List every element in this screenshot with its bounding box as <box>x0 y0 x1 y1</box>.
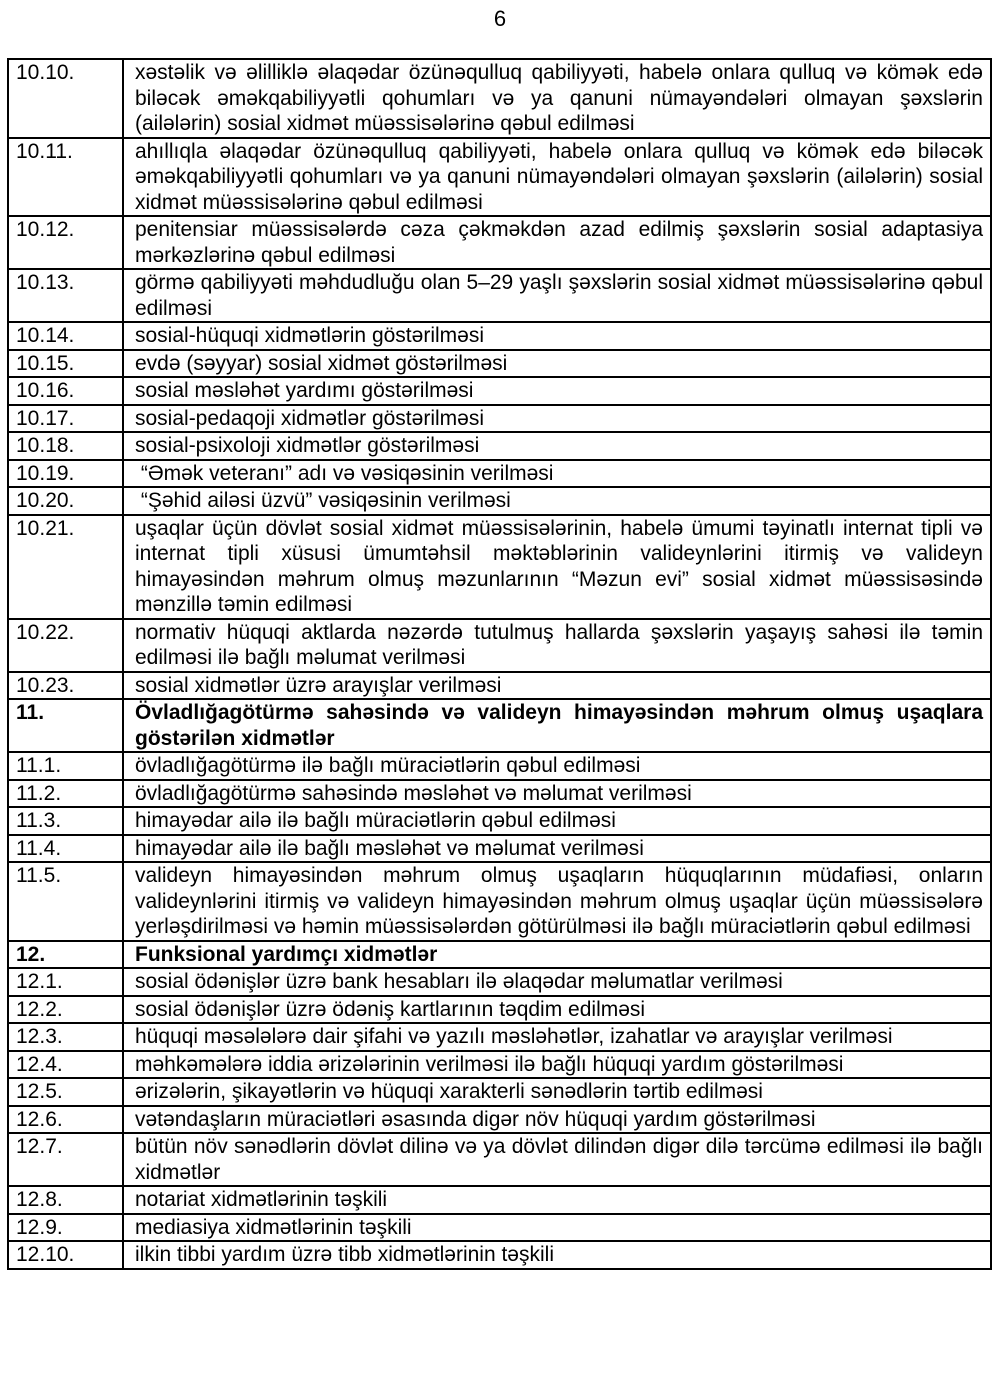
row-text: sosial ödənişlər üzrə ödəniş kartlarının təqdim edilməsi <box>123 996 991 1024</box>
table-row <box>8 487 991 515</box>
row-text: sosial ödənişlər üzrə bank hesabları ilə əlaqədar məlumatlar verilməsi <box>123 968 991 996</box>
table-row <box>8 1186 991 1214</box>
row-text: ilkin tibbi yardım üzrə tibb xidmətlərinin təşkili <box>123 1241 991 1269</box>
table-row <box>8 699 991 752</box>
table-row <box>8 1214 991 1242</box>
table-row <box>8 996 991 1024</box>
row-text: mediasiya xidmətlərinin təşkili <box>123 1214 991 1242</box>
row-text: sosial-pedaqoji xidmətlər göstərilməsi <box>123 405 991 433</box>
row-text: sosial-psixoloji xidmətlər göstərilməsi <box>123 432 991 460</box>
row-text: valideyn himayəsindən məhrum olmuş uşaqların hüquqlarının müdafiəsi, onların valideynlərini itirmiş və valideyn himayəsindən məhrum olmuş uşaqlar üçün müəssisələrə yerləşdirilməsi və həmin müəssisələrdən götürülməsi ilə bağlı müraciətlərin qəbul edilməsi <box>123 862 991 941</box>
row-text: vətəndaşların müraciətləri əsasında digər növ hüquqi yardım göstərilməsi <box>123 1106 991 1134</box>
row-number: 11.4. <box>8 835 123 863</box>
row-number: 12.10. <box>8 1241 123 1269</box>
row-number: 12.3. <box>8 1023 123 1051</box>
row-number: 10.12. <box>8 216 123 269</box>
page-number: 6 <box>493 6 507 31</box>
table-row <box>8 322 991 350</box>
row-number: 10.17. <box>8 405 123 433</box>
row-number: 12.6. <box>8 1106 123 1134</box>
table-row <box>8 432 991 460</box>
row-number: 12.2. <box>8 996 123 1024</box>
row-number: 12.5. <box>8 1078 123 1106</box>
table-row <box>8 1023 991 1051</box>
row-number: 10.20. <box>8 487 123 515</box>
table-row <box>8 835 991 863</box>
row-text: normativ hüquqi aktlarda nəzərdə tutulmuş hallarda şəxslərin yaşayış sahəsi ilə təmin edilməsi ilə bağlı məlumat verilməsi <box>123 619 991 672</box>
row-number: 11.2. <box>8 780 123 808</box>
row-text: evdə (səyyar) sosial xidmət göstərilməsi <box>123 350 991 378</box>
table-row <box>8 807 991 835</box>
row-text: bütün növ sənədlərin dövlət dilinə və ya dövlət dilindən digər dilə tərcümə edilməsi ilə bağlı xidmətlər <box>123 1133 991 1186</box>
table-row <box>8 350 991 378</box>
row-number: 11.5. <box>8 862 123 941</box>
row-number: 10.21. <box>8 515 123 619</box>
row-number: 10.16. <box>8 377 123 405</box>
row-number: 10.19. <box>8 460 123 488</box>
table-row <box>8 377 991 405</box>
table-row <box>8 515 991 619</box>
table-row <box>8 672 991 700</box>
row-text: övladlığagötürmə sahəsində məsləhət və məlumat verilməsi <box>123 780 991 808</box>
row-number: 12.1. <box>8 968 123 996</box>
table-row <box>8 216 991 269</box>
row-text: Funksional yardımçı xidmətlər <box>123 941 991 969</box>
row-text: ahıllıqla əlaqədar özünəqulluq qabiliyyəti, habelə onlara qulluq və kömək edə biləcək əməkqabiliyyətli qohumları və ya qanuni nümayəndələri olmayan şəxslərin (ailələrin) sosial xidmət müəssisələrinə qəbul edilməsi <box>123 138 991 217</box>
row-text: himayədar ailə ilə bağlı məsləhət və məlumat verilməsi <box>123 835 991 863</box>
row-number: 12.4. <box>8 1051 123 1079</box>
row-number: 10.18. <box>8 432 123 460</box>
row-text: hüquqi məsələlərə dair şifahi və yazılı məsləhətlər, izahatlar və arayışlar verilməsi <box>123 1023 991 1051</box>
row-text: ərizələrin, şikayətlərin və hüquqi xarakterli sənədlərin tərtib edilməsi <box>123 1078 991 1106</box>
table-row <box>8 968 991 996</box>
table-row <box>8 269 991 322</box>
table-row <box>8 1133 991 1186</box>
row-text: himayədar ailə ilə bağlı müraciətlərin qəbul edilməsi <box>123 807 991 835</box>
table-row <box>8 619 991 672</box>
services-table <box>7 58 992 1270</box>
table-row <box>8 59 991 138</box>
row-text: Övladlığagötürmə sahəsində və valideyn himayəsindən məhrum olmuş uşaqlara göstərilən xidmətlər <box>123 699 991 752</box>
table-row <box>8 1241 991 1269</box>
row-text: övladlığagötürmə ilə bağlı müraciətlərin qəbul edilməsi <box>123 752 991 780</box>
row-text: sosial-hüquqi xidmətlərin göstərilməsi <box>123 322 991 350</box>
table-row <box>8 405 991 433</box>
row-text: xəstəlik və əlilliklə əlaqədar özünəqulluq qabiliyyəti, habelə onlara qulluq və kömək edə biləcək əməkqabiliyyətli qohumları və ya qanuni nümayəndələri olmayan şəxslərin (ailələrin) sosial xidmət müəssisələrinə qəbul edilməsi <box>123 59 991 138</box>
row-text: sosial məsləhət yardımı göstərilməsi <box>123 377 991 405</box>
row-number: 10.23. <box>8 672 123 700</box>
row-text: sosial xidmətlər üzrə arayışlar verilməsi <box>123 672 991 700</box>
table-body <box>8 59 991 1269</box>
table-row <box>8 862 991 941</box>
row-number: 10.11. <box>8 138 123 217</box>
row-number: 10.13. <box>8 269 123 322</box>
table-row <box>8 460 991 488</box>
row-number: 11. <box>8 699 123 752</box>
table-row <box>8 941 991 969</box>
row-number: 10.15. <box>8 350 123 378</box>
row-text: penitensiar müəssisələrdə cəza çəkməkdən azad edilmiş şəxslərin sosial adaptasiya mərkəzlərinə qəbul edilməsi <box>123 216 991 269</box>
row-number: 10.10. <box>8 59 123 138</box>
row-number: 12.7. <box>8 1133 123 1186</box>
row-number: 12.9. <box>8 1214 123 1242</box>
row-text: görmə qabiliyyəti məhdudluğu olan 5–29 yaşlı şəxslərin sosial xidmət müəssisələrinə qəbul edilməsi <box>123 269 991 322</box>
row-text: məhkəmələrə iddia ərizələrinin verilməsi ilə bağlı hüquqi yardım göstərilməsi <box>123 1051 991 1079</box>
table-row <box>8 1051 991 1079</box>
row-number: 12. <box>8 941 123 969</box>
row-text: uşaqlar üçün dövlət sosial xidmət müəssisələrinin, habelə ümumi təyinatlı internat tipli və internat tipli xüsusi ümumtəhsil məktəblərinin valideynlərini itirmiş və valideyn himayəsindən məhrum olmuş məzunlarının “Məzun evi” sosial xidmət müəssisəsində mənzillə təmin edilməsi <box>123 515 991 619</box>
row-number: 12.8. <box>8 1186 123 1214</box>
row-number: 11.3. <box>8 807 123 835</box>
row-text: notariat xidmətlərinin təşkili <box>123 1186 991 1214</box>
row-number: 10.22. <box>8 619 123 672</box>
table-row <box>8 1106 991 1134</box>
row-number: 10.14. <box>8 322 123 350</box>
table-row <box>8 780 991 808</box>
table-row <box>8 138 991 217</box>
row-number: 11.1. <box>8 752 123 780</box>
row-text: “Əmək veteranı” adı və vəsiqəsinin verilməsi <box>123 460 991 488</box>
table-row <box>8 752 991 780</box>
table-row <box>8 1078 991 1106</box>
row-text: “Şəhid ailəsi üzvü” vəsiqəsinin verilməsi <box>123 487 991 515</box>
